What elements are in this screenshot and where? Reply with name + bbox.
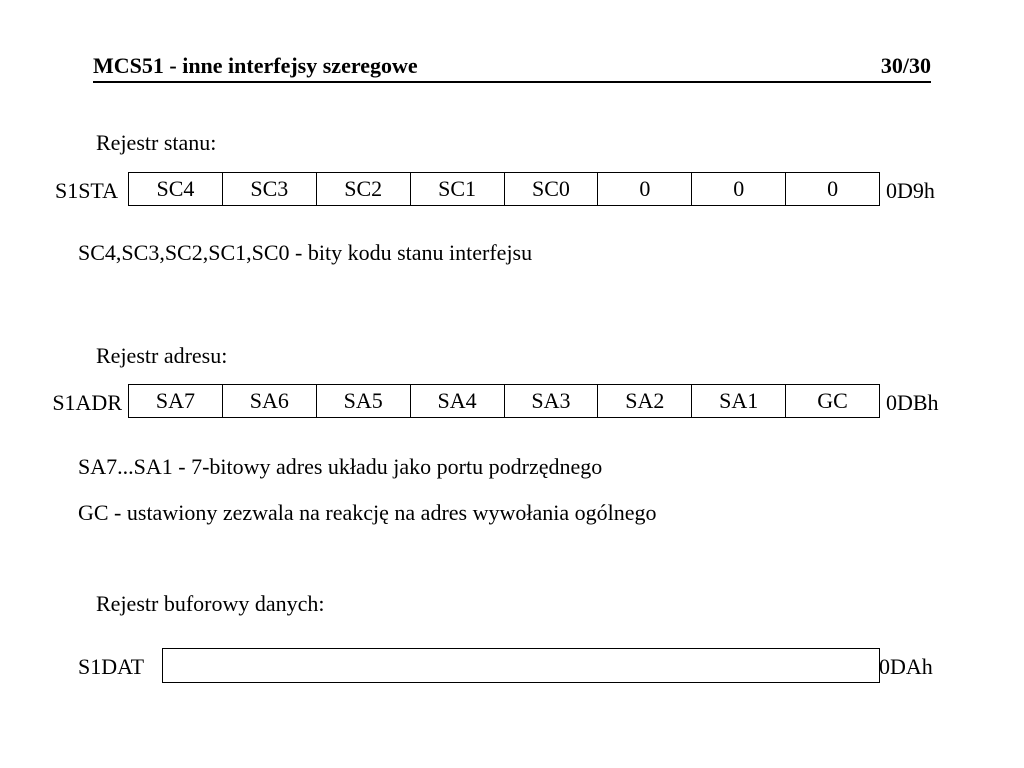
address-bit-4: SA4	[410, 385, 504, 418]
status-bit-2: 0	[598, 173, 692, 206]
address-register-bits	[128, 384, 880, 418]
address-register-row	[129, 385, 880, 418]
status-bit-3: SC0	[504, 173, 598, 206]
address-bit-7: SA7	[129, 385, 223, 418]
status-bit-1: 0	[692, 173, 786, 206]
address-bit-3: SA3	[504, 385, 598, 418]
address-bit-5: SA5	[316, 385, 410, 418]
status-register-row	[129, 173, 880, 206]
data-register-name: S1DAT	[78, 654, 145, 679]
address-bit-0: GC	[786, 385, 880, 418]
data-register-address: 0DAh	[879, 654, 933, 679]
status-bit-0: 0	[786, 173, 880, 206]
status-register-bits	[128, 172, 880, 206]
status-register-note: SC4,SC3,SC2,SC1,SC0 - bity kodu stanu interfejsu	[78, 240, 533, 265]
data-register-heading: Rejestr buforowy danych:	[96, 591, 325, 616]
status-bit-4: SC1	[410, 173, 504, 206]
page-header	[93, 53, 931, 83]
data-register-box	[162, 648, 880, 683]
status-bit-6: SC3	[222, 173, 316, 206]
page-number: 30/30	[880, 53, 931, 78]
status-register-address: 0D9h	[886, 178, 935, 203]
address-register-address: 0DBh	[886, 390, 939, 415]
status-bit-7: SC4	[129, 173, 223, 206]
address-register-note-1: SA7...SA1 - 7-bitowy adres układu jako portu podrzędnego	[78, 454, 603, 479]
address-bit-1: SA1	[692, 385, 786, 418]
status-bit-5: SC2	[316, 173, 410, 206]
address-register-heading: Rejestr adresu:	[96, 343, 228, 368]
address-bit-6: SA6	[222, 385, 316, 418]
address-register-note-2: GC - ustawiony zezwala na reakcję na adres wywołania ogólnego	[78, 500, 657, 525]
status-register-heading: Rejestr stanu:	[96, 130, 217, 155]
status-register-name: S1STA	[54, 178, 118, 203]
address-bit-2: SA2	[598, 385, 692, 418]
address-register-name: S1ADR	[52, 390, 122, 415]
page-title: MCS51 - inne interfejsy szeregowe	[93, 53, 418, 78]
